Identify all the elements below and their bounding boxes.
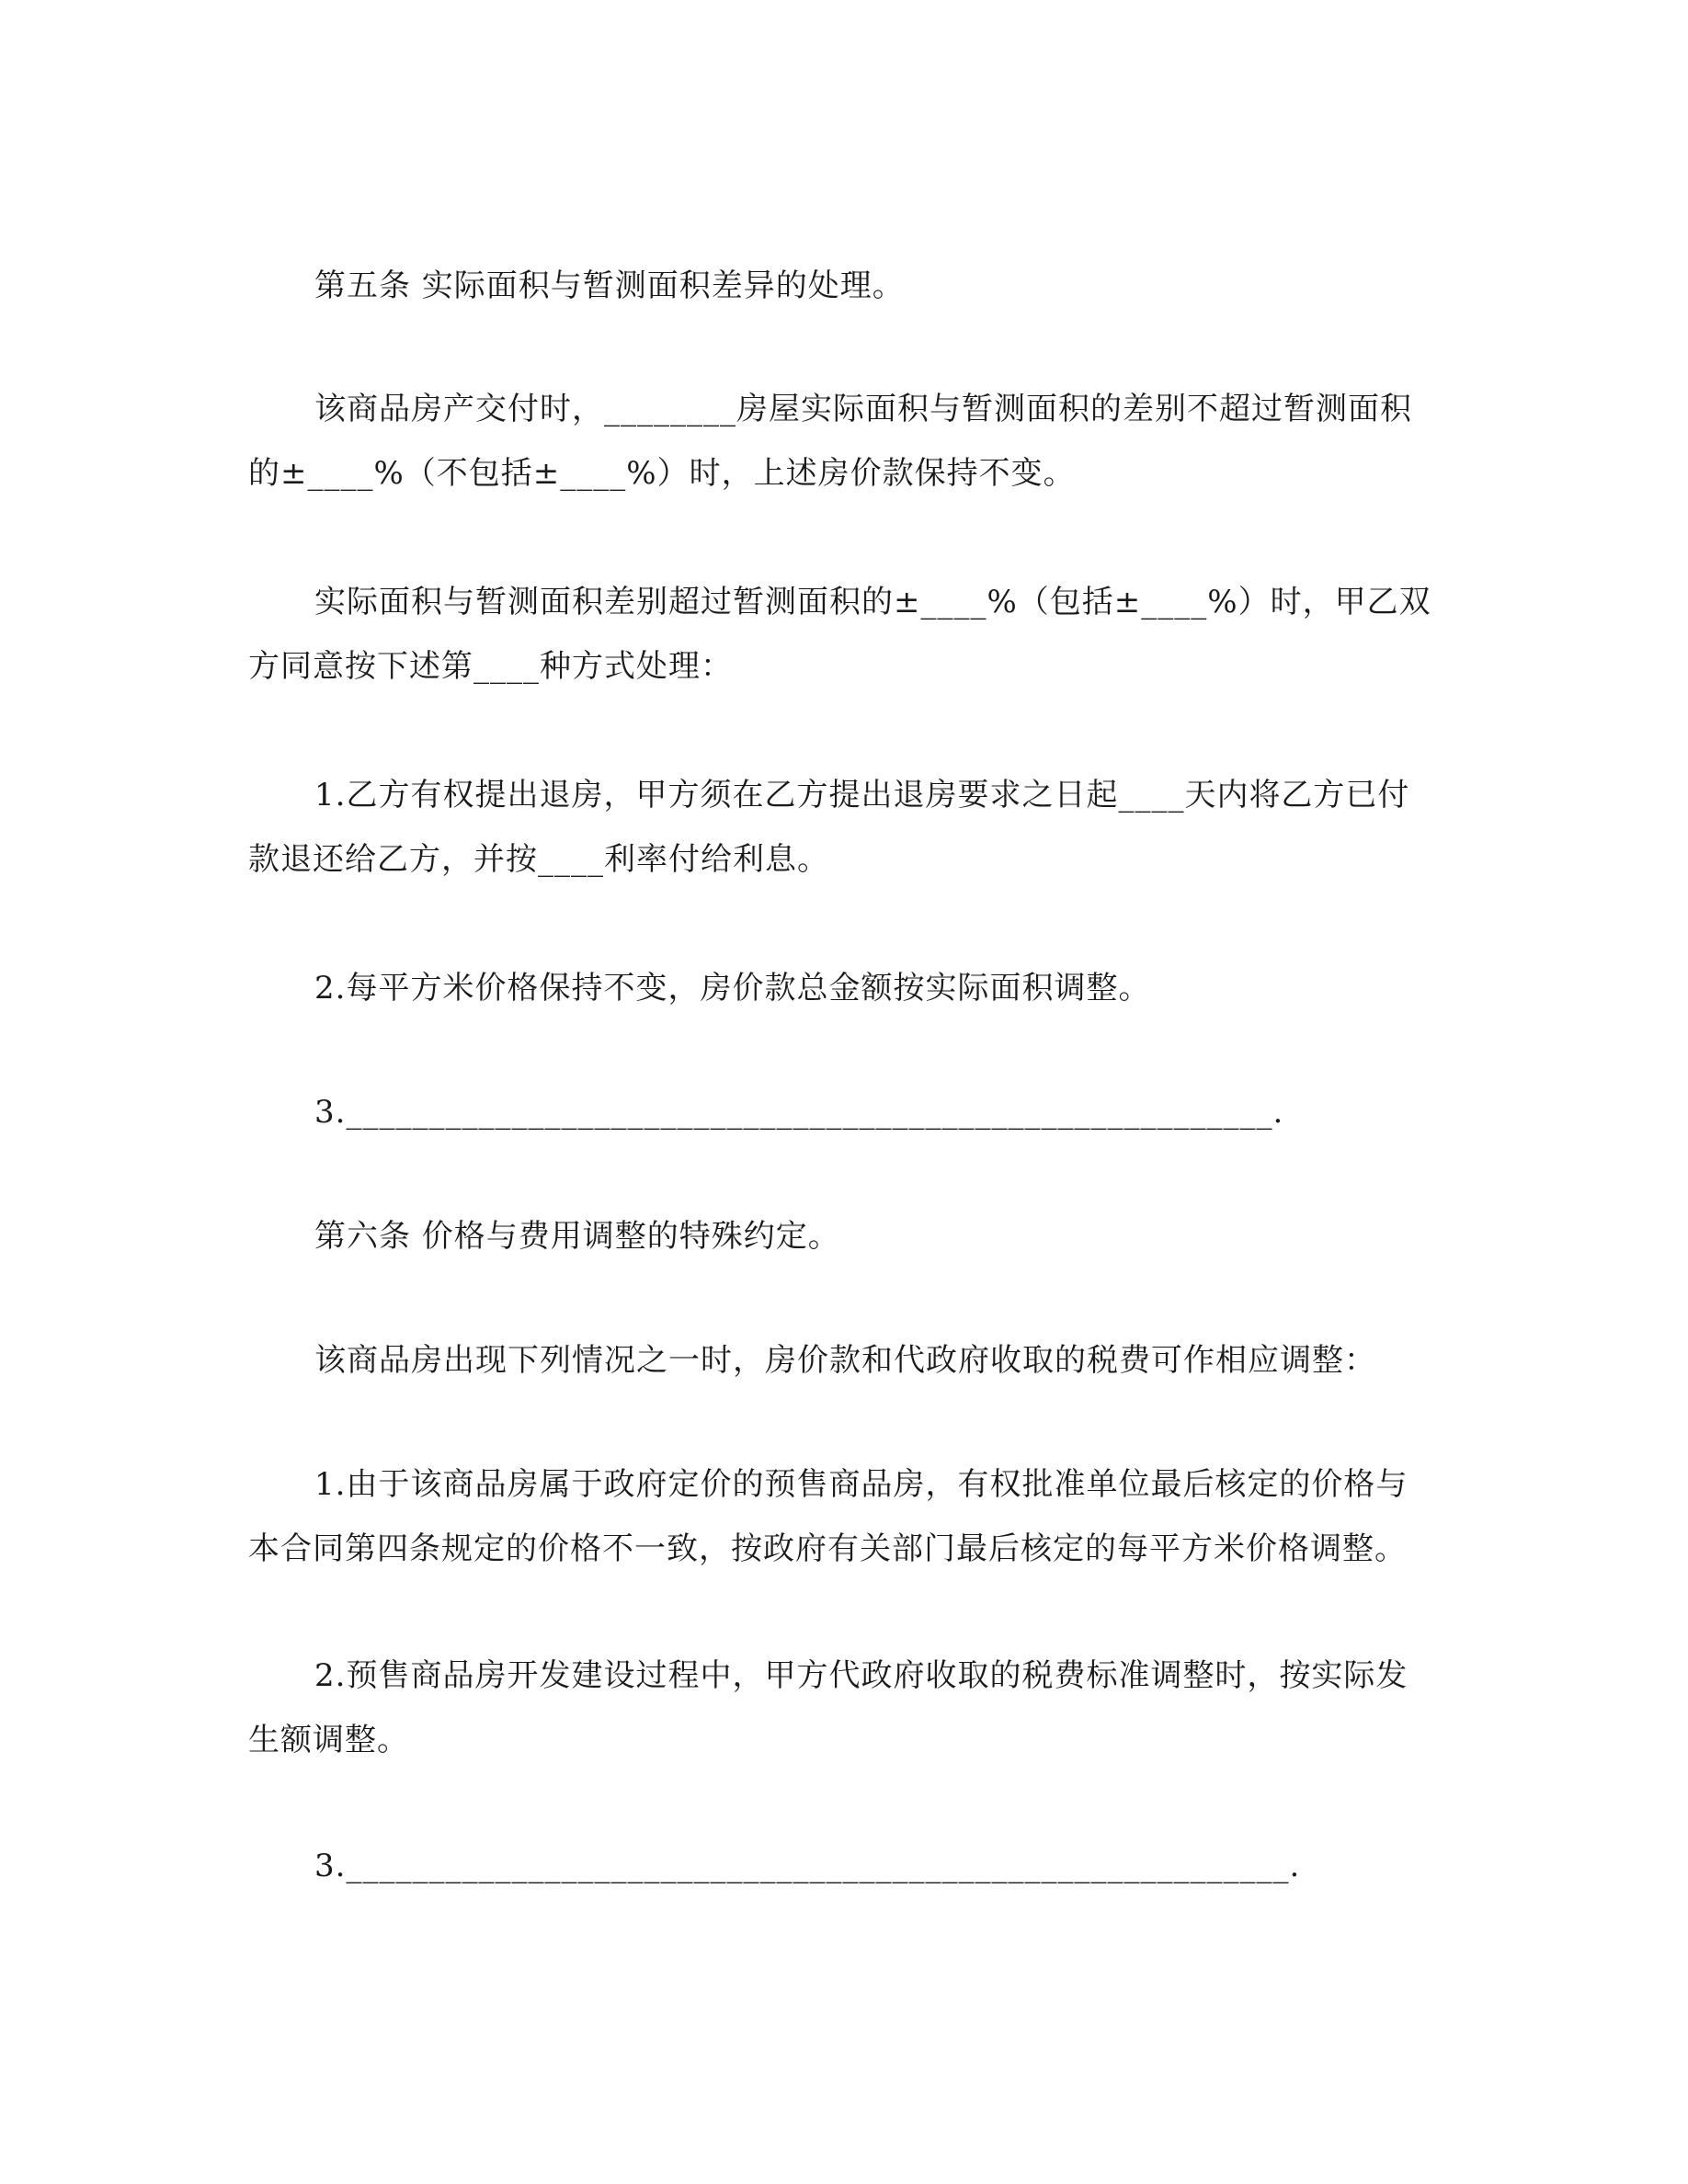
- list-item-refund: 1.乙方有权提出退房，甲方须在乙方提出退房要求之日起____天内将乙方已付款退还给乙方，并按____利率付给利息。: [248, 777, 1410, 878]
- paragraph-delivery-area: 该商品房产交付时，________房屋实际面积与暂测面积的差别不超过暂测面积的±____%（不包括±____%）时，上述房价款保持不变。: [248, 391, 1412, 492]
- paragraph-area-exceeds: 实际面积与暂测面积差别超过暂测面积的±____%（包括±____%）时，甲乙双方同意按下述第____种方式处理：: [248, 584, 1431, 685]
- list-item-other-blank: 3.________________________________________________________.: [314, 1094, 1284, 1131]
- article-5-heading: 第五条 实际面积与暂测面积差异的处理。: [314, 267, 905, 304]
- list-item-government-price: 1.由于该商品房属于政府定价的预售商品房，有权批准单位最后核定的价格与本合同第四条规定的价格不一致，按政府有关部门最后核定的每平方米价格调整。: [248, 1466, 1409, 1567]
- list-item-tax-adjustment: 2.预售商品房开发建设过程中，甲方代政府收取的税费标准调整时，按实际发生额调整。: [248, 1657, 1409, 1758]
- list-item-other-blank-2: 3._________________________________________________________.: [314, 1848, 1301, 1884]
- list-item-price-unchanged: 2.每平方米价格保持不变，房价款总金额按实际面积调整。: [314, 970, 1151, 1007]
- paragraph-adjustment-conditions: 该商品房出现下列情况之一时，房价款和代政府收取的税费可作相应调整：: [314, 1342, 1376, 1379]
- article-6-heading: 第六条 价格与费用调整的特殊约定。: [314, 1218, 840, 1255]
